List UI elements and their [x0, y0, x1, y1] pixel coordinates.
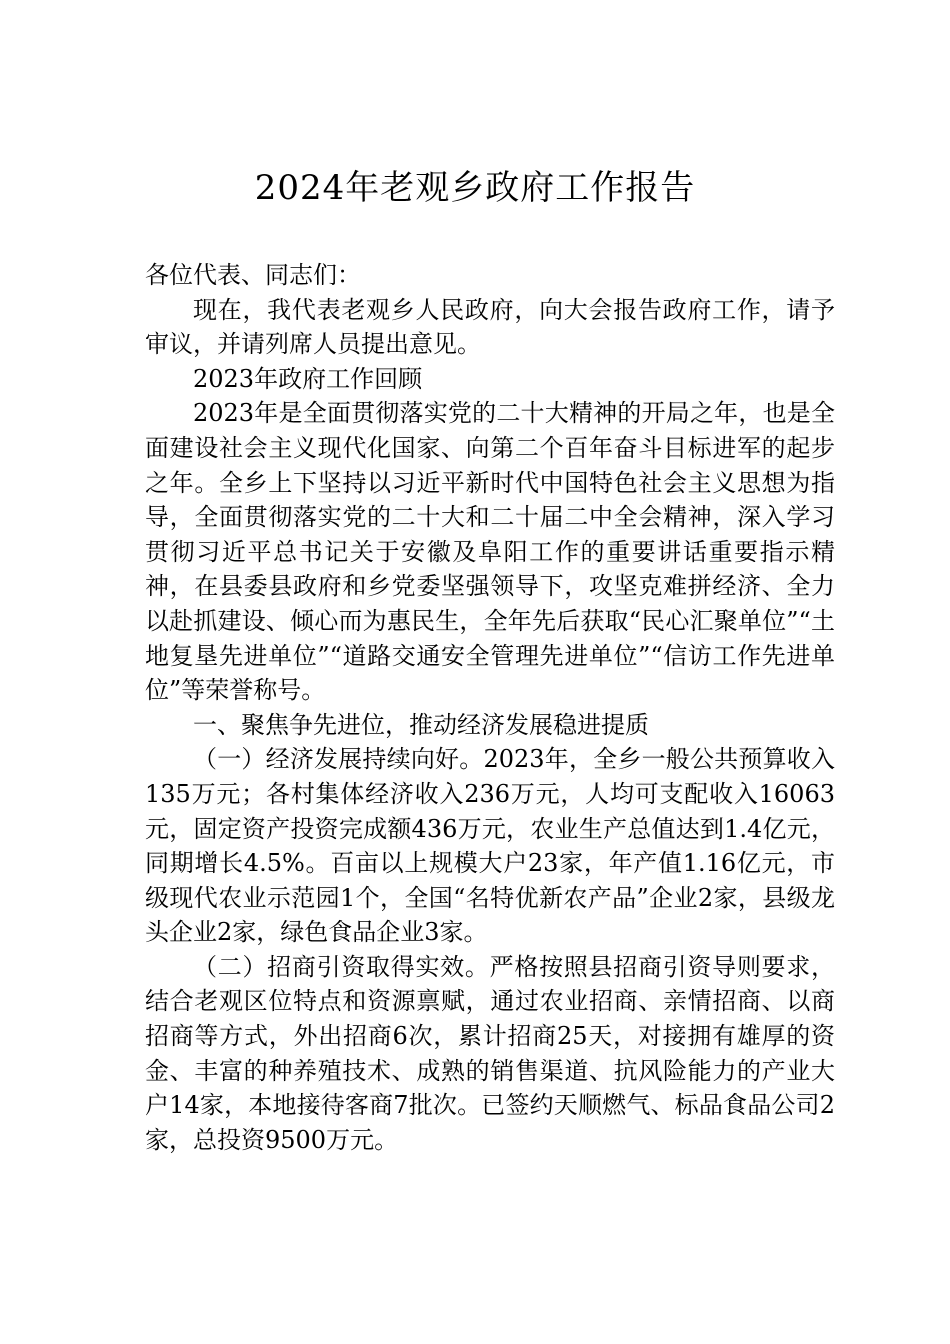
paragraph-investment-attraction: （二）招商引资取得实效。严格按照县招商引资导则要求，结合老观区位特点和资源禀赋，通过农业招商、亲情招商、以商招商等方式，外出招商6次，累计招商25天，对接拥有雄厚的资金、丰富的种养殖技术、成熟的销售渠道、抗风险能力的产业大户14家，本地接待客商7批次。已签约天顺燃气、标品食品公司2家，总投资9500万元。: [145, 952, 835, 1154]
section-heading-review: 2023年政府工作回顾: [193, 364, 423, 393]
salutation: 各位代表、同志们：: [145, 261, 361, 289]
section-heading-economy: 一、聚焦争先进位，推动经济发展稳进提质: [193, 710, 649, 739]
document-title: 2024年老观乡政府工作报告: [254, 168, 696, 208]
document-body: [145, 258, 835, 1157]
paragraph-overview: 2023年是全面贯彻落实党的二十大精神的开局之年，也是全面建设社会主义现代化国家、向第二个百年奋斗目标进军的起步之年。全乡上下坚持以习近平新时代中国特色社会主义思想为指导，全面贯彻落实党的二十大和二十届二中全会精神，深入学习贯彻习近平总书记关于安徽及阜阳工作的重要讲话重要指示精神，在县委县政府和乡党委坚强领导下，攻坚克难拼经济、全力以赴抓建设、倾心而为惠民生，全年先后获取“民心汇聚单位”“土地复垦先进单位”“道路交通安全管理先进单位”“信访工作先进单位”等荣誉称号。: [145, 399, 835, 705]
paragraph-opening: 现在，我代表老观乡人民政府，向大会报告政府工作，请予审议，并请列席人员提出意见。: [145, 295, 835, 359]
paragraph-economic-development: （一）经济发展持续向好。2023年，全乡一般公共预算收入135万元；各村集体经济收入236万元，人均可支配收入16063元，固定资产投资完成额436万元，农业生产总值达到1.4亿元，同期增长4.5%。百亩以上规模大户23家，年产值1.16亿元，市级现代农业示范园1个，全国“名特优新农产品”企业2家，县级龙头企业2家，绿色食品企业3家。: [145, 745, 835, 947]
